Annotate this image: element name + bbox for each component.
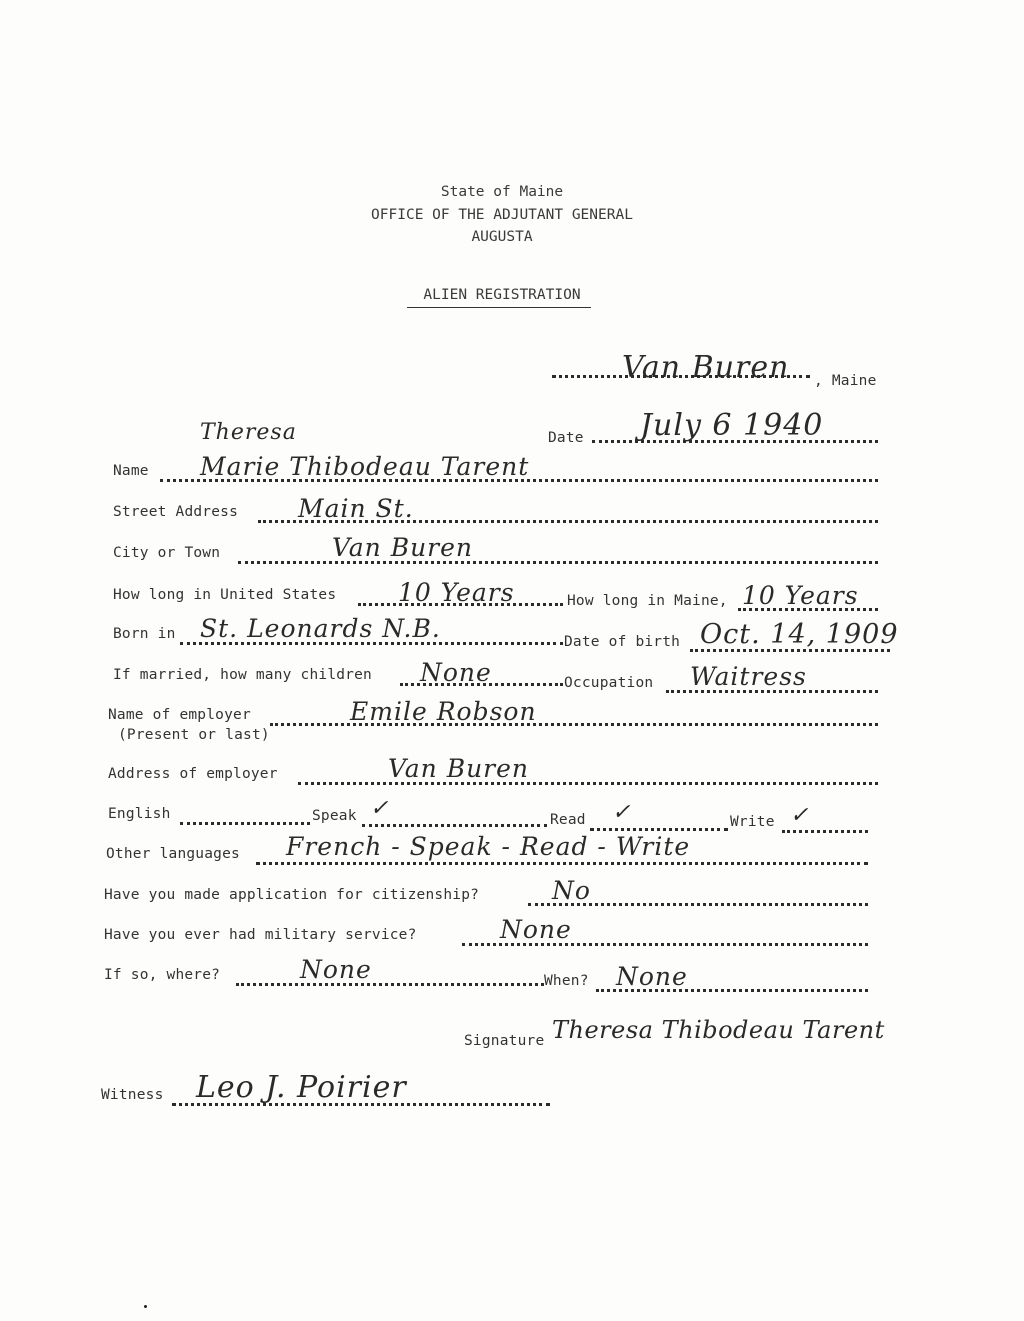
header-office: OFFICE OF THE ADJUTANT GENERAL bbox=[371, 207, 633, 223]
how-long-us-label: How long in United States bbox=[113, 587, 337, 603]
employer-label: Name of employer bbox=[108, 707, 251, 723]
dob-value: Oct. 14, 1909 bbox=[700, 619, 899, 650]
write-label: Write bbox=[730, 814, 775, 830]
name-above-value: Theresa bbox=[200, 420, 297, 445]
other-languages-value: French - Speak - Read - Write bbox=[286, 832, 691, 861]
write-value: ✓ bbox=[790, 803, 810, 828]
signature-value: Theresa Thibodeau Tarent bbox=[552, 1016, 885, 1044]
speak-label: Speak bbox=[312, 808, 357, 824]
where-label: If so, where? bbox=[104, 967, 221, 983]
children-value: None bbox=[420, 658, 492, 687]
military-label: Have you ever had military service? bbox=[104, 927, 417, 943]
title-underline bbox=[407, 307, 591, 308]
citizenship-label: Have you made application for citizenship? bbox=[104, 887, 480, 903]
children-label: If married, how many children bbox=[113, 667, 372, 683]
other-languages-dots bbox=[256, 862, 868, 865]
english-label: English bbox=[108, 806, 171, 822]
how-long-us-value: 10 Years bbox=[398, 578, 515, 607]
street-label: Street Address bbox=[113, 504, 239, 520]
born-in-value: St. Leonards N.B. bbox=[200, 614, 441, 643]
form-title: ALIEN REGISTRATION bbox=[423, 287, 581, 303]
witness-label: Witness bbox=[101, 1087, 164, 1103]
when-value: None bbox=[616, 962, 688, 991]
name-label: Name bbox=[113, 463, 149, 479]
speak-value: ✓ bbox=[370, 796, 390, 821]
write-dots bbox=[782, 830, 868, 833]
citizenship-value: No bbox=[552, 876, 591, 905]
maine-label: , Maine bbox=[814, 373, 877, 389]
present-or-last-label: (Present or last) bbox=[118, 727, 270, 743]
how-long-maine-value: 10 Years bbox=[742, 581, 859, 610]
read-dots bbox=[590, 828, 728, 831]
english-dots bbox=[180, 822, 310, 825]
employer-value: Emile Robson bbox=[350, 697, 537, 726]
date-value: July 6 1940 bbox=[640, 408, 824, 443]
how-long-maine-label: How long in Maine, bbox=[567, 593, 728, 609]
employer-address-dots bbox=[298, 782, 878, 785]
city-label: City or Town bbox=[113, 545, 221, 561]
read-value: ✓ bbox=[612, 800, 632, 825]
witness-value: Leo J. Poirier bbox=[196, 1070, 407, 1105]
dob-label: Date of birth bbox=[564, 634, 681, 650]
when-label: When? bbox=[544, 973, 589, 989]
employer-address-value: Van Buren bbox=[388, 754, 530, 783]
town-value: Van Buren bbox=[622, 350, 790, 385]
signature-label: Signature bbox=[464, 1033, 545, 1049]
read-label: Read bbox=[550, 812, 586, 828]
date-label: Date bbox=[548, 430, 584, 446]
other-languages-label: Other languages bbox=[106, 846, 240, 862]
speak-dots bbox=[362, 824, 547, 827]
occupation-value: Waitress bbox=[690, 662, 807, 691]
paper-speck bbox=[144, 1305, 147, 1308]
city-value: Van Buren bbox=[332, 533, 474, 562]
header-state: State of Maine bbox=[440, 184, 564, 200]
where-value: None bbox=[300, 955, 372, 984]
born-in-label: Born in bbox=[113, 626, 176, 642]
where-dots bbox=[236, 983, 544, 986]
street-value: Main St. bbox=[298, 494, 414, 523]
occupation-label: Occupation bbox=[564, 675, 654, 691]
name-value: Marie Thibodeau Tarent bbox=[200, 452, 530, 481]
military-value: None bbox=[500, 915, 572, 944]
header-city: AUGUSTA bbox=[471, 229, 533, 245]
employer-address-label: Address of employer bbox=[108, 766, 278, 782]
